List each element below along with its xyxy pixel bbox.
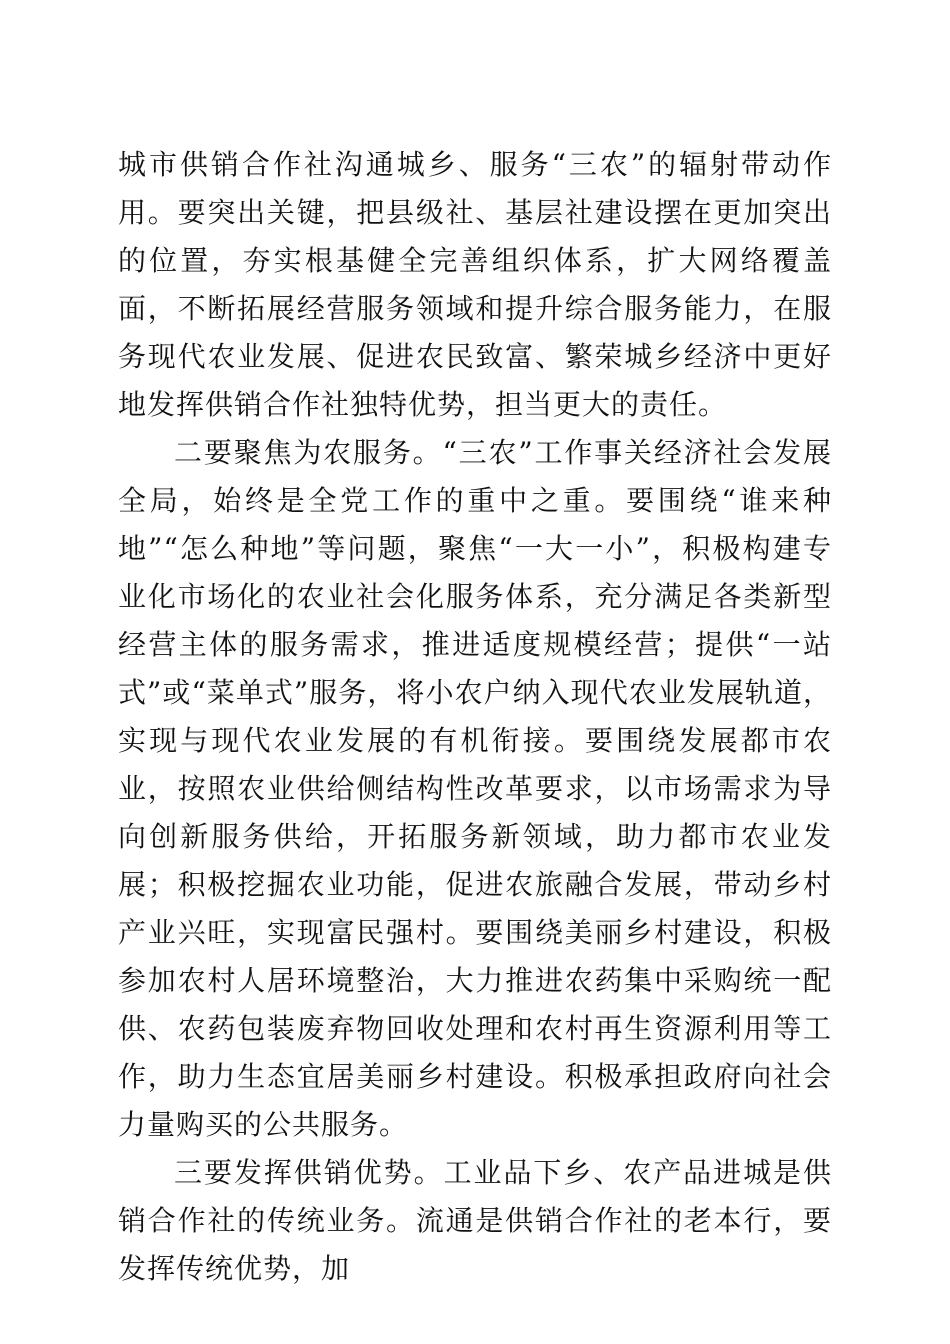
document-page <box>118 141 832 1293</box>
paragraph-1: 城市供销合作社沟通城乡、服务“三农”的辐射带动作用。要突出关键，把县级社、基层社建设摆在更加突出的位置，夯实根基健全完善组织体系，扩大网络覆盖面，不断拓展经营服务领域和提升综合服务能力，在服务现代农业发展、促进农民致富、繁荣城乡经济中更好地发挥供销合作社独特优势，担当更大的责任。 <box>118 148 832 421</box>
paragraph-2: 二要聚焦为农服务。“三农”工作事关经济社会发展全局，始终是全党工作的重中之重。要围绕“谁来种地”“怎么种地”等问题，聚焦“一大一小”，积极构建专业化市场化的农业社会化服务体系，充分满足各类新型经营主体的服务需求，推进适度规模经营；提供“一站式”或“菜单式”服务，将小农户纳入现代农业发展轨道，实现与现代农业发展的有机衔接。要围绕发展都市农业，按照农业供给侧结构性改革要求，以市场需求为导向创新服务供给，开拓服务新领域，助力都市农业发展；积极挖掘农业功能，促进农旅融合发展，带动乡村产业兴旺，实现富民强村。要围绕美丽乡村建设，积极参加农村人居环境整治，大力推进农药集中采购统一配供、农药包装废弃物回收处理和农村再生资源利用等工作，助力生态宜居美丽乡村建设。积极承担政府向社会力量购买的公共服务。 <box>118 436 832 1141</box>
paragraph-3: 三要发挥供销优势。工业品下乡、农产品进城是供销合作社的传统业务。流通是供销合作社的老本行，要发挥传统优势，加 <box>118 1156 832 1285</box>
